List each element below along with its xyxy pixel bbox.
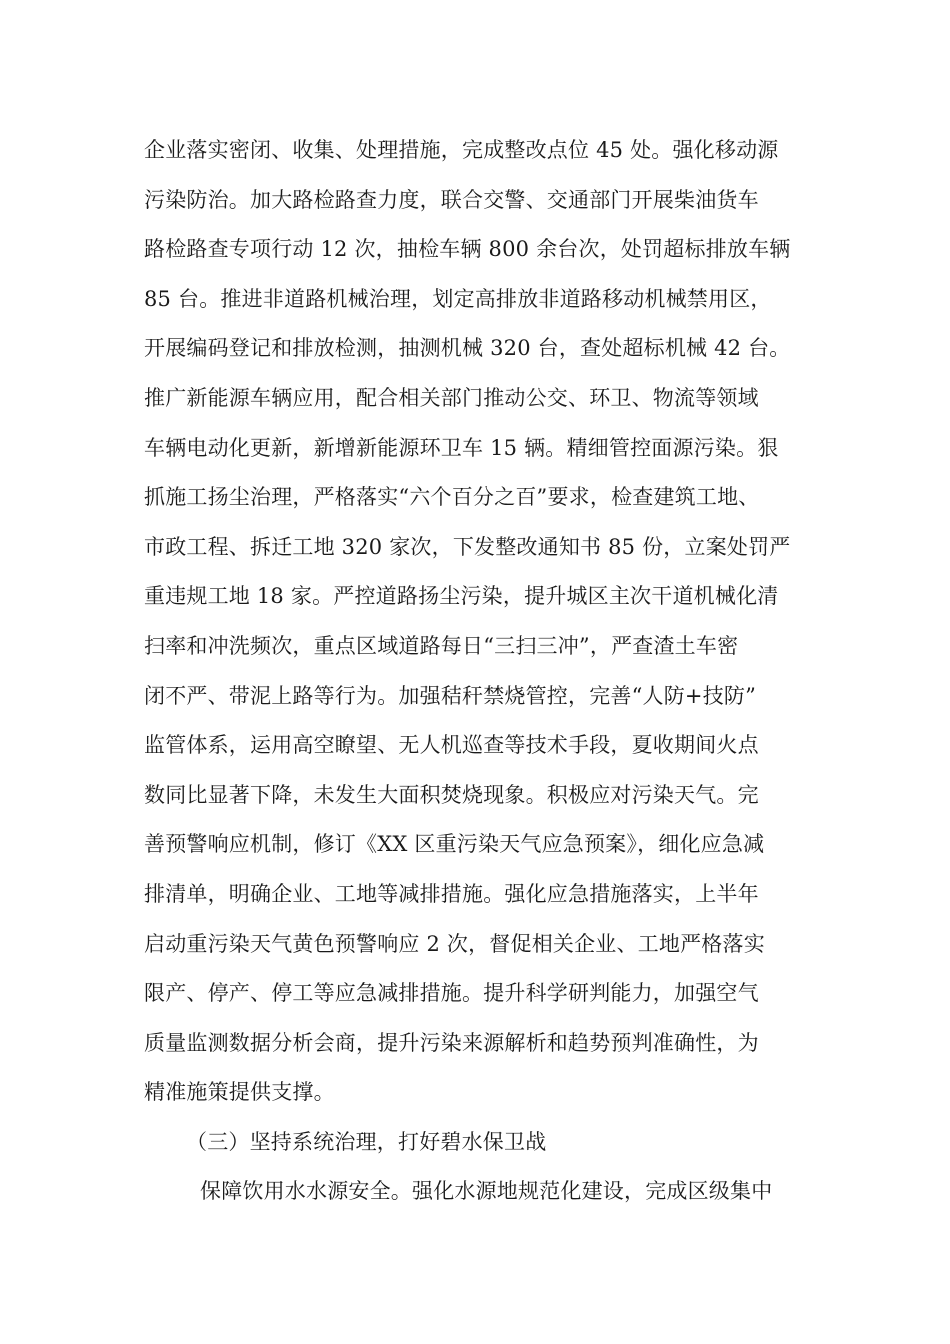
paragraph-line: 路检路查专项行动 12 次，抽检车辆 800 余台次，处罚超标排放车辆: [144, 237, 791, 262]
paragraph-line: 污染防治。加大路检路查力度，联合交警、交通部门开展柴油货车: [144, 187, 759, 212]
paragraph-line: 企业落实密闭、收集、处理措施，完成整改点位 45 处。强化移动源: [144, 138, 779, 162]
document-body: [144, 126, 834, 1217]
paragraph-line: 开展编码登记和排放检测，抽测机械 320 台，查处超标机械 42 台。: [144, 336, 791, 361]
paragraph-line: 市政工程、拆迁工地 320 家次，下发整改通知书 85 份，立案处罚严: [144, 534, 791, 559]
paragraph-line: 扫率和冲洗频次，重点区域道路每日“三扫三冲”，严查渣土车密: [144, 633, 739, 658]
paragraph-line: 数同比显著下降，未发生大面积焚烧现象。积极应对污染天气。完: [144, 782, 759, 807]
paragraph-line: 85 台。推进非道路机械治理，划定高排放非道路移动机械禁用区，: [144, 286, 772, 311]
paragraph-line: 推广新能源车辆应用，配合相关部门推动公交、环卫、物流等领域: [144, 385, 759, 410]
paragraph-line: 善预警响应机制，修订《XX 区重污染天气应急预案》，细化应急减: [144, 832, 765, 857]
paragraph-line: 监管体系，运用高空瞭望、无人机巡查等技术手段，夏收期间火点: [144, 733, 759, 758]
paragraph-line: 车辆电动化更新，新增新能源环卫车 15 辆。精细管控面源污染。狠: [144, 435, 779, 460]
paragraph-line: 质量监测数据分析会商，提升污染来源解析和趋势预判准确性，为: [144, 1030, 759, 1055]
paragraph-line: 限产、停产、停工等应急减排措施。提升科学研判能力，加强空气: [144, 981, 759, 1006]
section-heading: （三）坚持系统治理，打好碧水保卫战: [186, 1129, 547, 1154]
paragraph-line: 排清单，明确企业、工地等减排措施。强化应急措施落实，上半年: [144, 881, 759, 906]
paragraph-line: 启动重污染天气黄色预警响应 2 次，督促相关企业、工地严格落实: [144, 931, 765, 956]
paragraph-line: 重违规工地 18 家。严控道路扬尘污染，提升城区主次干道机械化清: [144, 584, 779, 609]
paragraph-line: 抓施工扬尘治理，严格落实“六个百分之百”要求，检查建筑工地、: [144, 485, 760, 510]
paragraph-line: 精准施策提供支撑。: [144, 1080, 335, 1105]
paragraph-first-line: 保障饮用水水源安全。强化水源地规范化建设，完成区级集中: [200, 1179, 773, 1204]
paragraph-line: 闭不严、带泥上路等行为。加强秸秆禁烧管控，完善“人防+技防”: [144, 683, 757, 708]
